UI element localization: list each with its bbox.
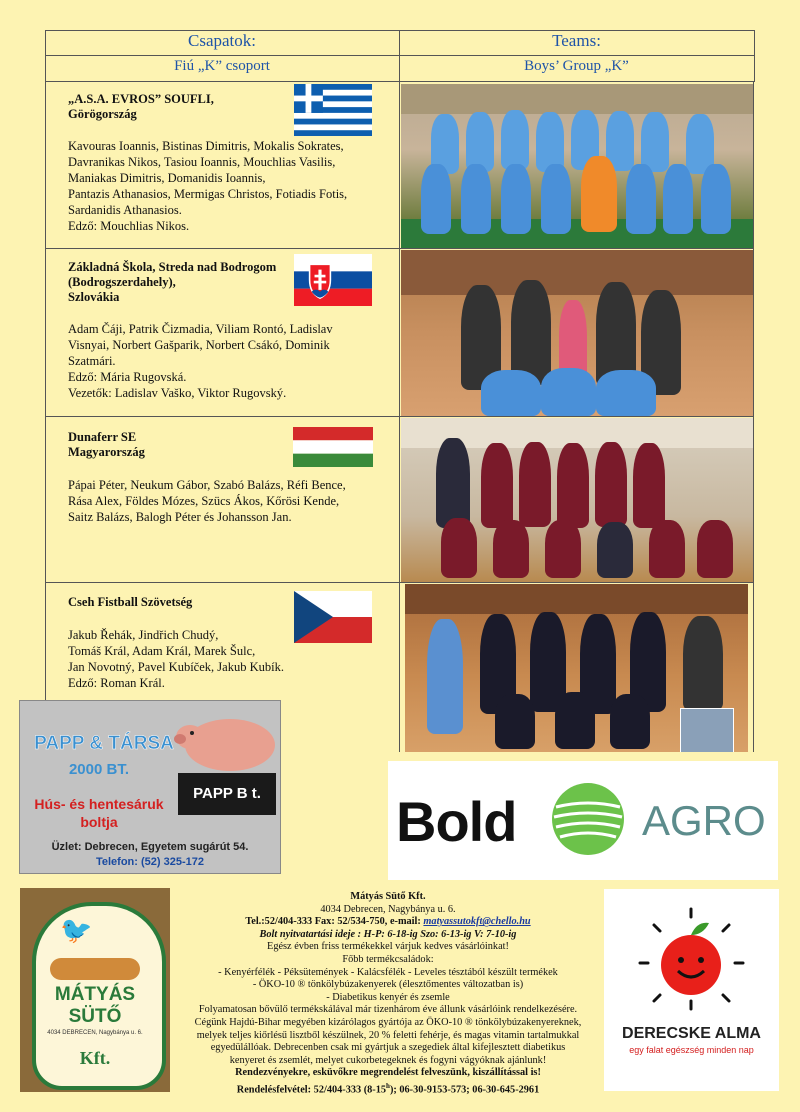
team-photo-czech xyxy=(405,584,748,752)
left-title: Csapatok: xyxy=(188,31,256,50)
papp-phone: Telefon: (52) 325-172 xyxy=(95,856,204,868)
matyas-hours: Bolt nyitvatartási ideje : H-P: 6-18-ig Szo: 6-13-ig V: 7-10-ig xyxy=(259,928,517,940)
matyas-title: Mátyás Sütő Kft. xyxy=(350,891,426,902)
team-roster-hungary: Pápai Péter, Neukum Gábor, Szabó Balázs, Réfi Bence, Rása Alex, Földes Mózes, Szücs Ákos, Kőrösi Kende, Saitz Balázs, Balogh Péter és Johansson Jan. xyxy=(68,478,346,524)
team-name-greece: „A.S.A. EVROS” SOUFLI, Görögország xyxy=(68,92,214,121)
matyas-line: melyek teljes kiőrlésű lisztből készülnek, 20 % feletti fehérje, és magas vitamin tartalmukkal xyxy=(196,1029,580,1041)
table-left-border xyxy=(45,82,46,702)
papp-line2: 2000 BT. xyxy=(68,761,130,778)
hungary-flag-icon xyxy=(293,421,373,473)
header-row-line xyxy=(45,55,754,56)
derecske-alma-ad xyxy=(604,889,779,1091)
team-name-slovakia: Základná Škola, Streda nad Bodrogom (Bodrogszerdahely), Szlovákia xyxy=(68,260,277,304)
matyas-line: - ÖKO-10 ® tönkölybúzakenyerek (élesztőmentes változatban is) xyxy=(252,979,524,991)
slovakia-flag-icon xyxy=(293,254,373,306)
right-subtitle: Boys’ Group „K” xyxy=(524,58,629,74)
team-roster-czech: Jakub Řehák, Jindřich Chudý, Tomáš Král, Adam Král, Marek Šulc, Jan Novotný, Pavel Kubíček, Jakub Kubík. Edző: Roman Král. xyxy=(68,628,284,690)
bold-agro-logo-icon xyxy=(548,779,628,859)
papp-line3: Hús- és hentesáruk xyxy=(34,796,164,812)
papp-badge: PAPP B t. xyxy=(178,773,276,815)
matyas-line: - Kenyérfélék - Péksütemények - Kalácsfélék - Leveles tésztából készült termékek xyxy=(218,966,558,978)
matyas-contact: Tel.:52/404-333 Fax: 52/534-750, e-mail: matyassutokft@chello.hu xyxy=(245,916,531,928)
team-roster-slovakia: Adam Čáji, Patrik Čizmadia, Viliam Rontó, Ladislav Visnyai, Norbert Gašparik, Norbert Csákó, Dominik Szatmári. Edző: Mária Rugovská. Vezetők: Ladislav Vaško, Viktor Rugovský. xyxy=(68,322,333,400)
matyas-logo-line2: SÜTŐ xyxy=(68,1006,122,1027)
matyas-line: Egész évben friss termékekkel várjuk kedves vásárlóinkat! xyxy=(267,941,509,953)
bold-agro-ad xyxy=(388,761,778,880)
row-divider xyxy=(45,416,754,417)
derecske-name: DERECSKE ALMA xyxy=(622,1025,761,1042)
matyas-line: kenyeret és zsemlét, melyet cukorbetegeknek és fogyni vágyóknak ajánlunk! xyxy=(229,1054,547,1066)
agro-word: AGRO xyxy=(642,797,766,844)
bird-icon: 🐦 xyxy=(60,916,93,945)
matyas-suto-logo xyxy=(20,888,170,1092)
pig-icon xyxy=(170,705,280,775)
matyas-order-note: Rendezvényekre, esküvőkre megrendelést felveszünk, kiszállítással is! xyxy=(235,1067,541,1079)
matyas-email-link[interactable]: matyassutokft@chello.hu xyxy=(423,916,531,928)
derecske-slogan: egy falat egészség minden nap xyxy=(629,1045,754,1055)
left-subtitle: Fiú „K” csoport xyxy=(174,58,270,74)
row-divider xyxy=(45,248,754,249)
team-photo-hungary xyxy=(401,418,753,582)
team-photo-greece xyxy=(401,84,753,248)
matyas-logo-line3: Kft. xyxy=(79,1048,111,1068)
matyas-logo-line1: MÁTYÁS xyxy=(54,984,136,1005)
matyas-order-phones: Rendelésfelvétel: 52/404-333 (8-15$^h$); 06-30-9153-573; 06-30-645-2961 xyxy=(236,1081,540,1096)
papp-line1: PAPP & TÁRSA xyxy=(34,733,174,754)
team-name-czech: Cseh Fistball Szövetség xyxy=(68,595,193,609)
row-divider xyxy=(45,582,754,583)
apple-icon xyxy=(634,905,749,1015)
right-title: Teams: xyxy=(552,31,601,50)
team-name-hungary: Dunaferr SE Magyarország xyxy=(68,430,145,459)
matyas-suto-info xyxy=(176,891,600,1097)
papp-address: Üzlet: Debrecen, Egyetem sugárút 54. xyxy=(51,841,249,853)
team-photo-slovakia xyxy=(401,250,753,416)
bold-word: Bold xyxy=(396,790,517,853)
matyas-line: Főbb termékcsaládok: xyxy=(342,953,434,965)
matyas-line: Folyamatosan bővülő termékskálával már tizenhárom éve állunk vásárlóink rendelkezésére. xyxy=(198,1004,578,1016)
matyas-address: 4034 Debrecen, Nagybánya u. 6. xyxy=(320,903,456,915)
table-mid-border xyxy=(399,82,400,752)
papp-line4: boltja xyxy=(80,814,118,830)
matyas-line: - Diabetikus kenyér és zsemle xyxy=(326,991,450,1003)
matyas-line: egyedülállóak. Debrecenben csak mi gyártjuk a szegediek által kifejlesztett diabetikus xyxy=(210,1042,566,1054)
papp-tarsa-ad xyxy=(19,700,281,874)
czech-flag-icon xyxy=(293,591,373,643)
team-roster-greece: Kavouras Ioannis, Bistinas Dimitris, Mokalis Sokrates, Davranikas Nikos, Tasiou Ioannis, Mouchlias Vasilis, Maniakas Dimitris, Domanidis Ioannis, Pantazis Athanasios, Mermigas Christos, Fotiadis Fotis, Sardanidis Athanasios. Edző: Mouchlias Nikos. xyxy=(68,139,348,233)
table-right-border xyxy=(753,82,754,752)
greece-flag-icon xyxy=(293,84,373,136)
matyas-logo-small: 4034 DEBRECEN, Nagybánya u. 6. xyxy=(47,1030,143,1036)
matyas-line: Cégünk Hajdú-Bihar megyében kizárólagos gyártója az ÖKO-10 ® tönkölybúzakenyereknek, xyxy=(194,1016,582,1028)
